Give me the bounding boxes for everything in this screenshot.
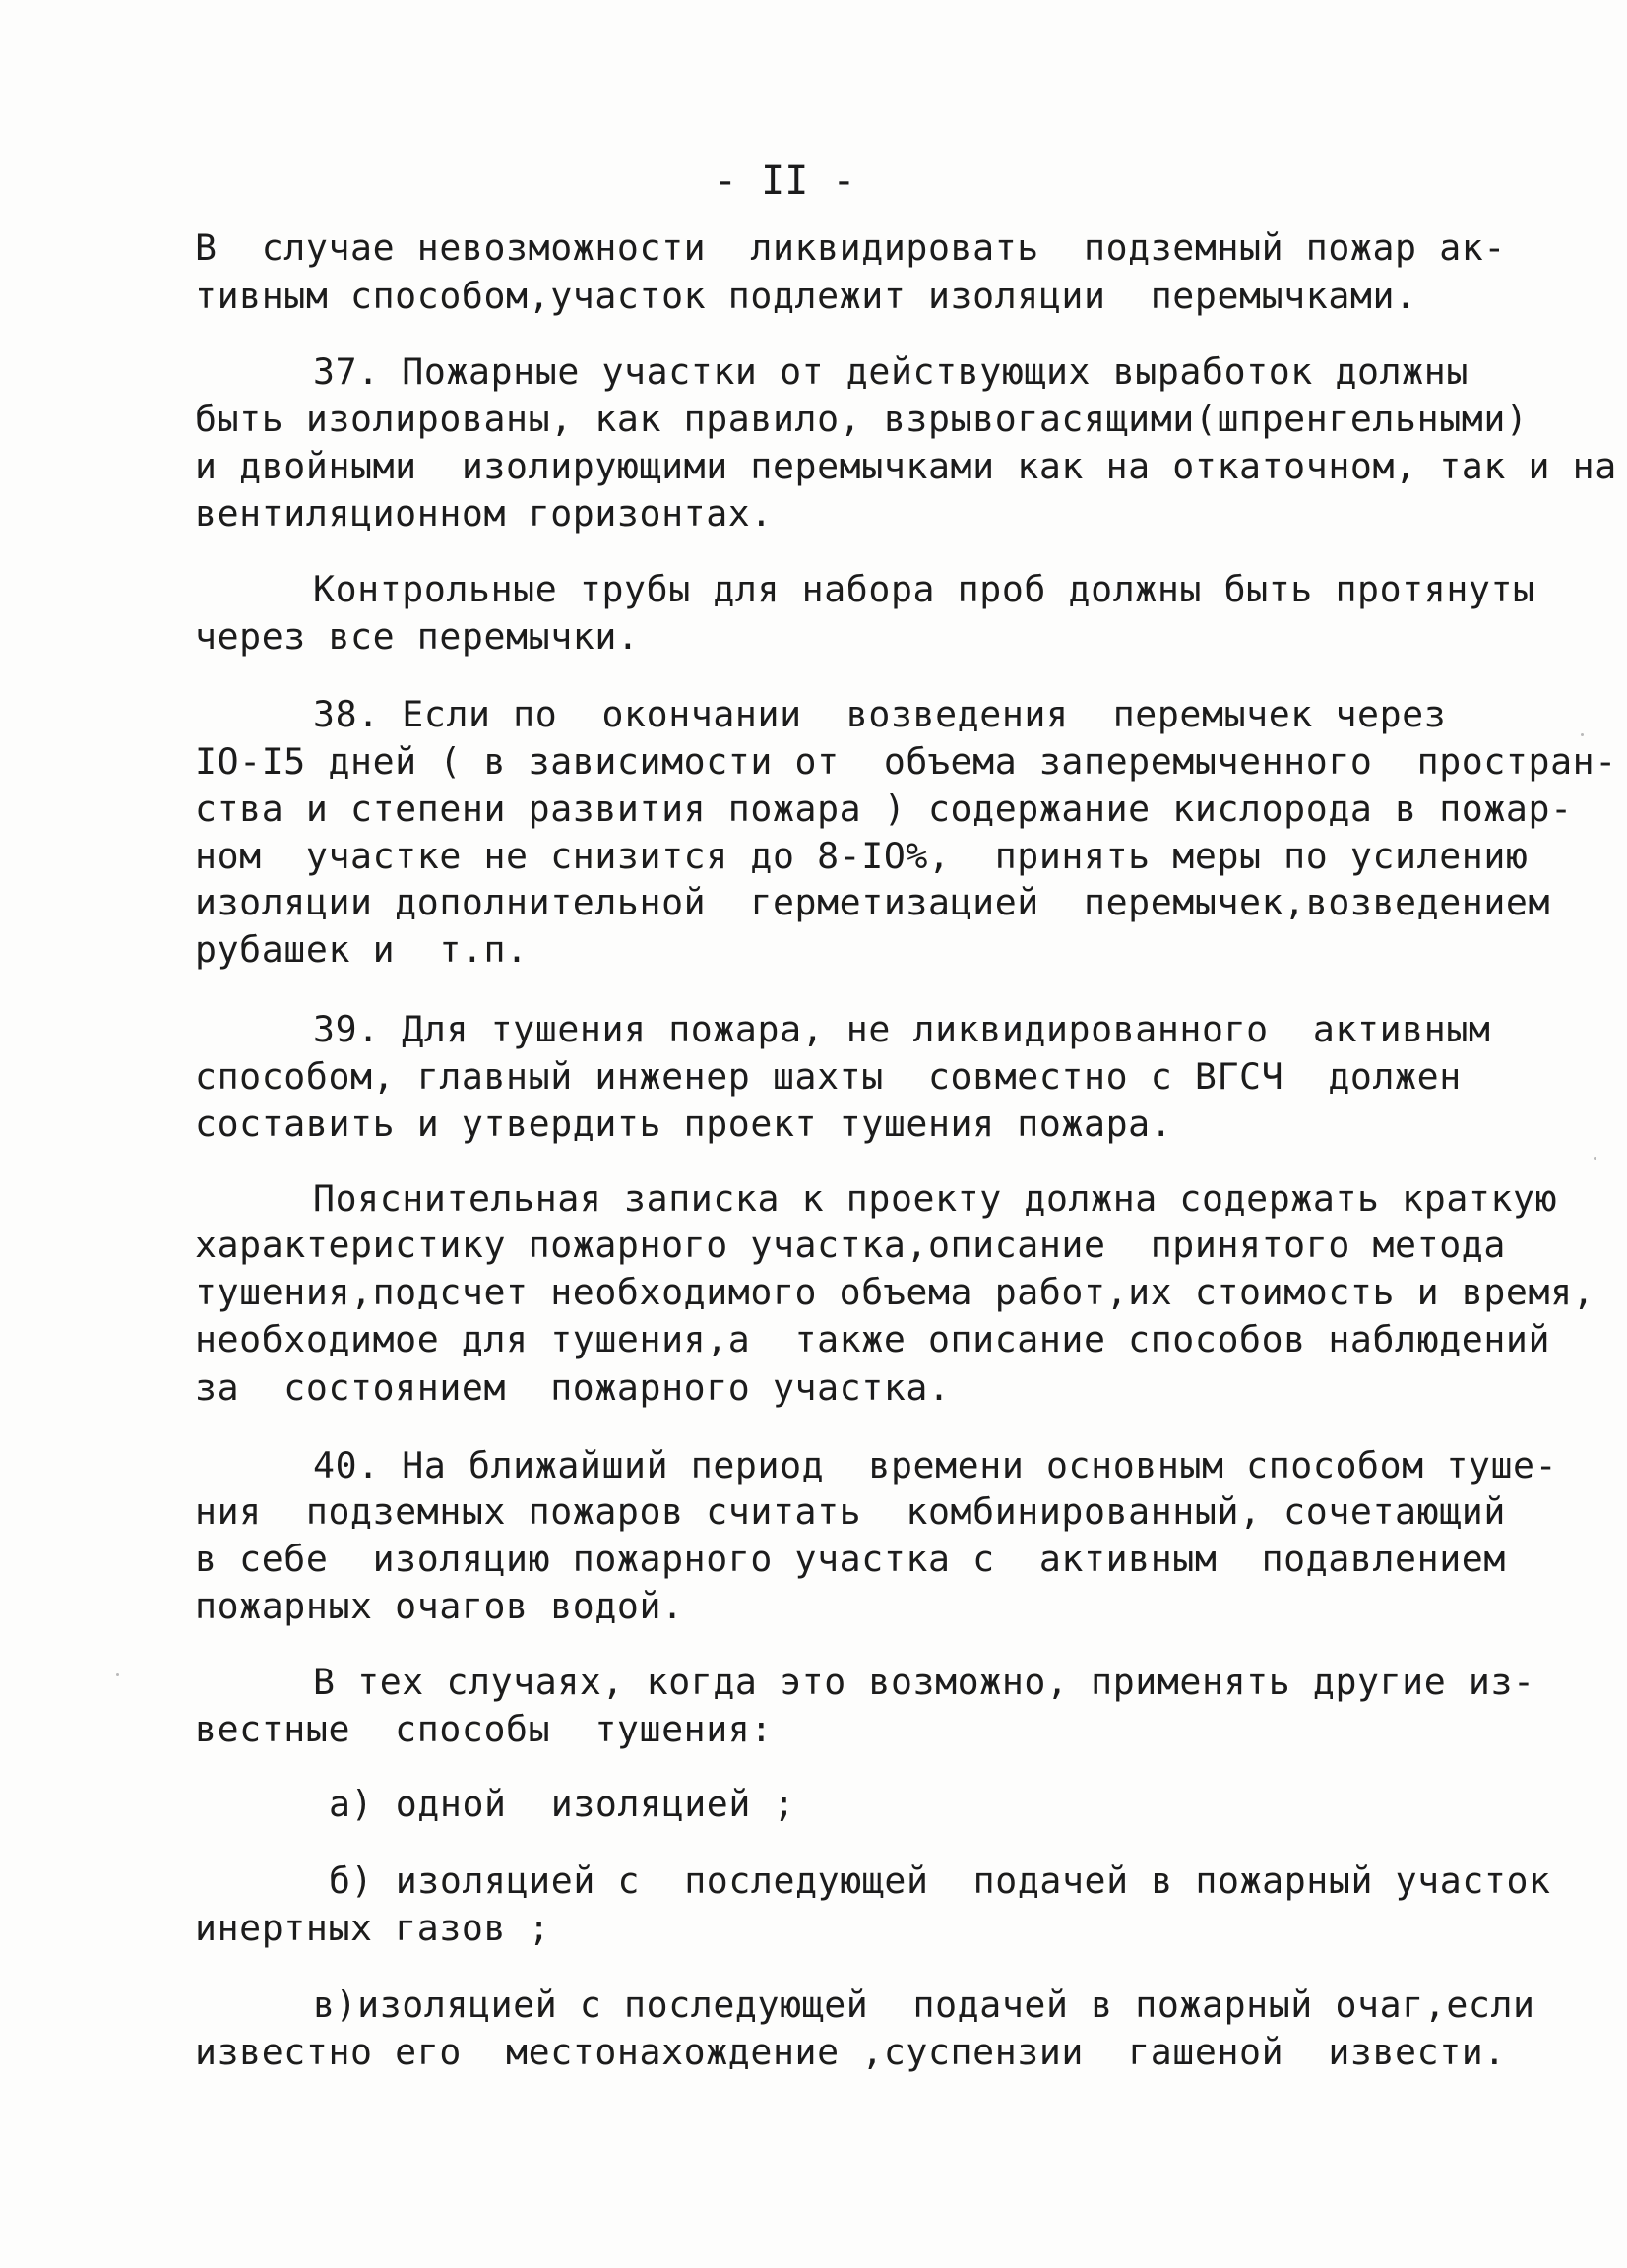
text-line: Пояснительная записка к проекту должна содержать краткую <box>313 1177 1558 1220</box>
text-line: тушения,подсчет необходимого объема работ,их стоимость и время, <box>195 1271 1596 1313</box>
list-item: б) изоляцией с последующей подачей в пожарный участок <box>329 1859 1551 1902</box>
text-line: 40. На ближайший период времени основным способом туше- <box>313 1444 1558 1486</box>
text-line: необходимое для тушения,а также описание способов наблюдений <box>195 1318 1551 1360</box>
page-number: - II - <box>714 158 856 204</box>
text-line: 37. Пожарные участки от действующих выработок должны <box>313 350 1469 393</box>
text-line: через все перемычки. <box>195 615 640 658</box>
text-line: ном участке не снизится до 8-IO%, принять меры по усилению <box>195 835 1529 877</box>
text-line: вентиляционном горизонтах. <box>195 492 773 535</box>
text-line: 39. Для тушения пожара, не ликвидированного активным <box>313 1008 1491 1050</box>
text-line: IO-I5 дней ( в зависимости от объема заперемыченного простран- <box>195 740 1617 783</box>
text-line: ния подземных пожаров считать комбинированный, сочетающий <box>195 1490 1506 1533</box>
scan-speck <box>1581 733 1584 736</box>
text-line: тивным способом,участок подлежит изоляции перемычками. <box>195 275 1417 317</box>
text-line: В тех случаях, когда это возможно, применять другие из- <box>313 1661 1535 1703</box>
text-line: изоляции дополнительной герметизацией перемычек,возведением <box>195 881 1551 923</box>
text-line: и двойными изолирующими перемычками как на откаточном, так и на <box>195 445 1617 487</box>
text-line: пожарных очагов водой. <box>195 1585 684 1627</box>
text-line: в себе изоляцию пожарного участка с активным подавлением <box>195 1538 1506 1580</box>
text-line: ства и степени развития пожара ) содержание кислорода в пожар- <box>195 788 1573 830</box>
text-line: составить и утвердить проект тушения пожара. <box>195 1102 1173 1145</box>
list-item: в)изоляцией с последующей подачей в пожарный очаг,если <box>313 1984 1535 2026</box>
text-line: Контрольные трубы для набора проб должны быть протянуты <box>313 568 1535 610</box>
text-line: В случае невозможности ликвидировать подземный пожар ак- <box>195 226 1506 269</box>
text-line: известно его местонахождение ,суспензии гашеной извести. <box>195 2031 1506 2073</box>
text-line: характеристику пожарного участка,описание принятого метода <box>195 1224 1506 1266</box>
list-item: а) одной изоляцией ; <box>329 1783 796 1825</box>
text-line: инертных газов ; <box>195 1907 551 1949</box>
text-line: за состоянием пожарного участка. <box>195 1366 951 1409</box>
text-line: вестные способы тушения: <box>195 1708 773 1750</box>
scan-speck <box>1594 1157 1596 1160</box>
text-line: способом, главный инженер шахты совместно с ВГСЧ должен <box>195 1055 1462 1098</box>
text-line: 38. Если по окончании возведения перемычек через <box>313 693 1447 735</box>
text-line: быть изолированы, как правило, взрывогасящими(шпренгельными) <box>195 398 1529 440</box>
text-line: рубашек и т.п. <box>195 928 529 971</box>
scan-speck <box>116 1673 119 1676</box>
